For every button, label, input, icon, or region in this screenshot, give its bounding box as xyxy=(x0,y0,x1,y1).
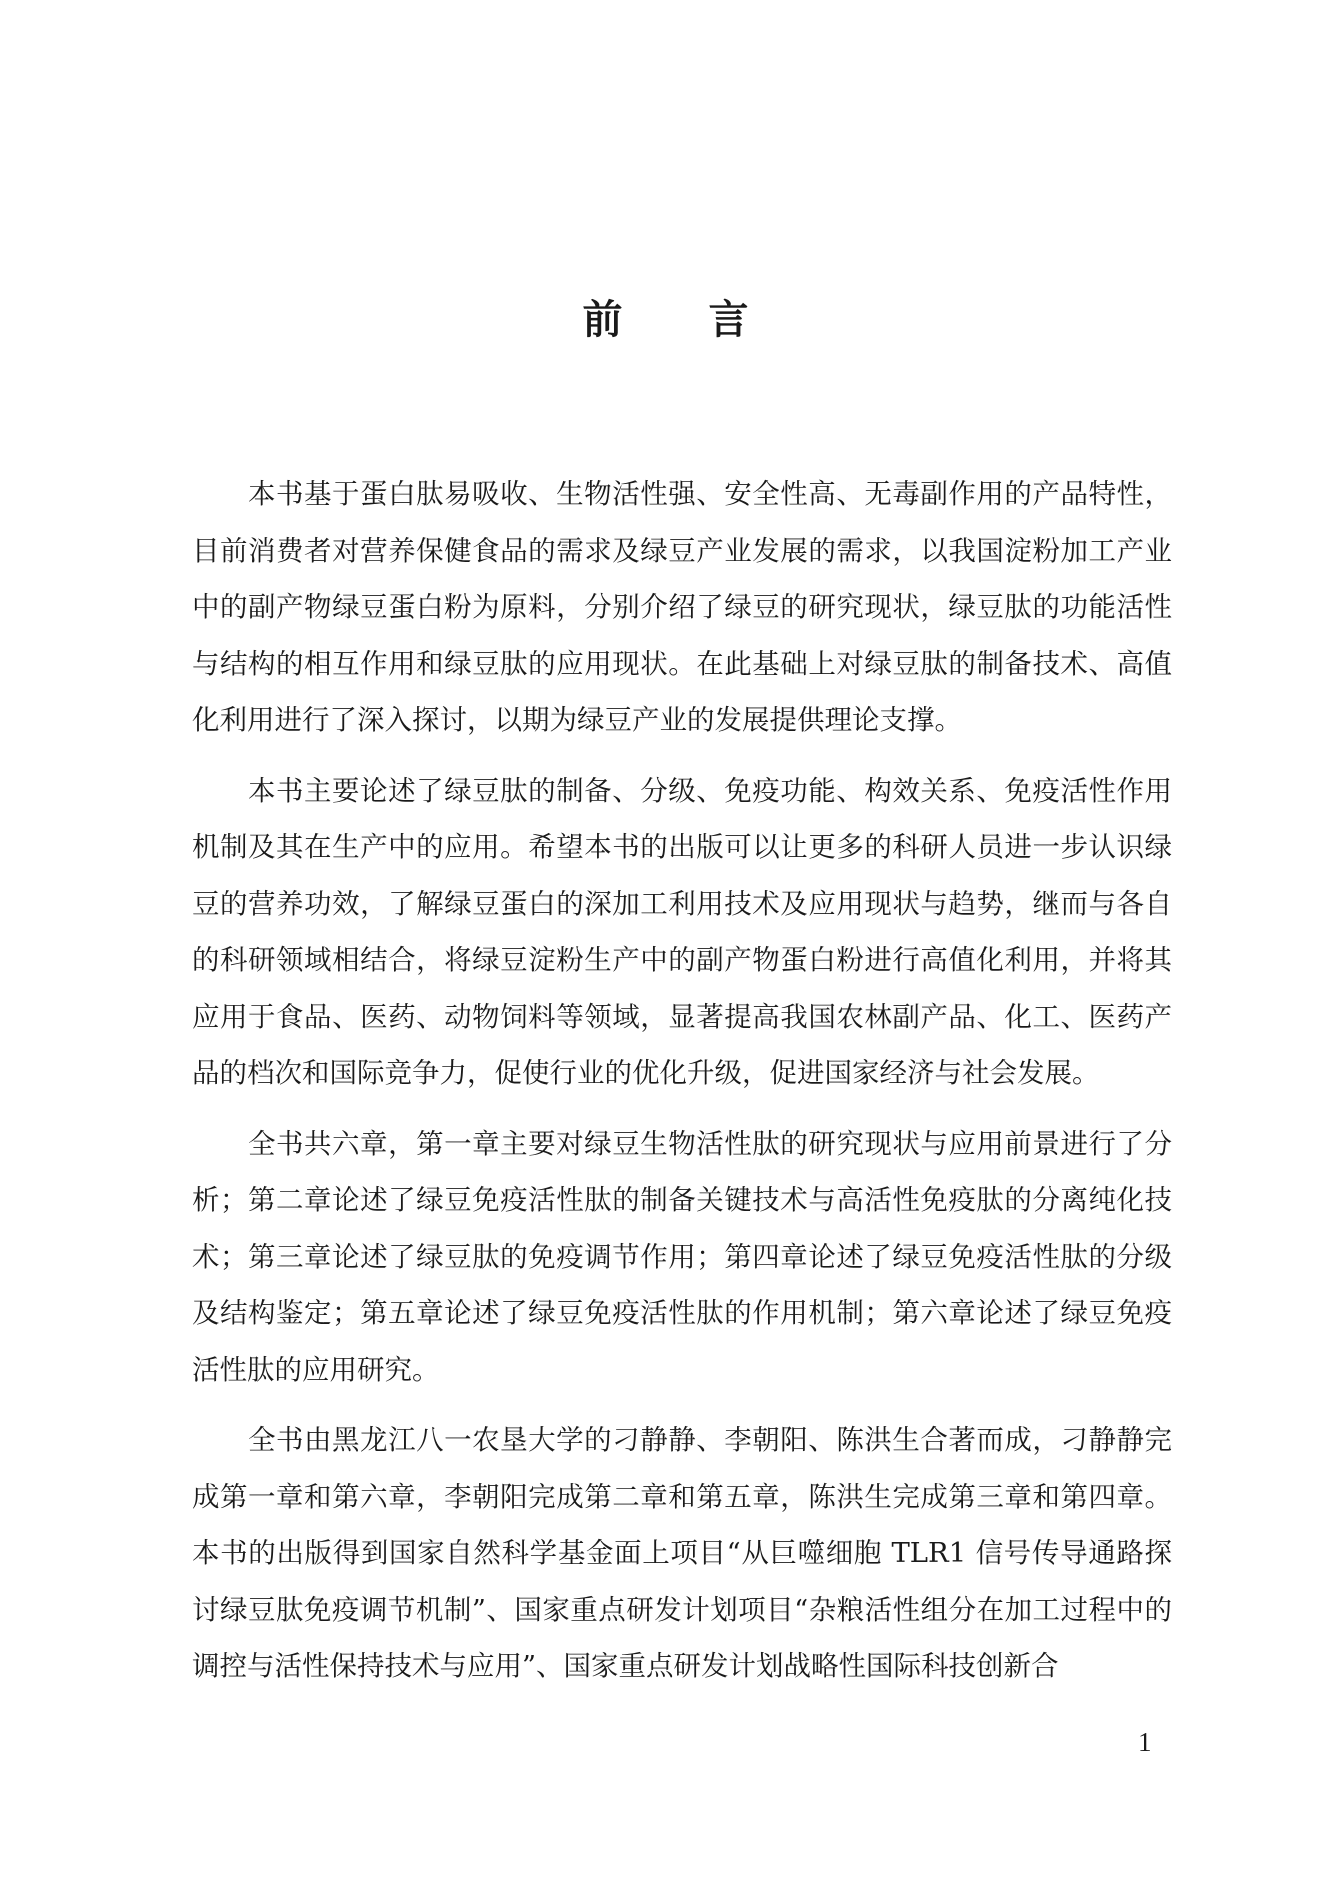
preface-body xyxy=(192,466,1172,1709)
page-title: 前言 xyxy=(582,297,835,343)
paragraph-1: 本书基于蛋白肽易吸收、生物活性强、安全性高、无毒副作用的产品特性，目前消费者对营养保健食品的需求及绿豆产业发展的需求，以我国淀粉加工产业中的副产物绿豆蛋白粉为原料，分别介绍了绿豆的研究现状，绿豆肽的功能活性与结构的相互作用和绿豆肽的应用现状。在此基础上对绿豆肽的制备技术、高值化利用进行了深入探讨，以期为绿豆产业的发展提供理论支撑。 xyxy=(192,478,1172,736)
page-number: 1 xyxy=(1138,1727,1152,1757)
paragraph-4: 全书由黑龙江八一农垦大学的刁静静、李朝阳、陈洪生合著而成，刁静静完成第一章和第六章，李朝阳完成第二章和第五章，陈洪生完成第三章和第四章。本书的出版得到国家自然科学基金面上项目“从巨噬细胞 TLR1 信号传导通路探讨绿豆肽免疫调节机制”、国家重点研发计划项目“杂粮活性组分在加工过程中的调控与活性保持技术与应用”、国家重点研发计划战略性国际科技创新合 xyxy=(192,1424,1172,1682)
paragraph-2: 本书主要论述了绿豆肽的制备、分级、免疫功能、构效关系、免疫活性作用机制及其在生产中的应用。希望本书的出版可以让更多的科研人员进一步认识绿豆的营养功效，了解绿豆蛋白的深加工利用技术及应用现状与趋势，继而与各自的科研领域相结合，将绿豆淀粉生产中的副产物蛋白粉进行高值化利用，并将其应用于食品、医药、动物饲料等领域，显著提高我国农林副产品、化工、医药产品的档次和国际竞争力，促使行业的优化升级，促进国家经济与社会发展。 xyxy=(192,774,1172,1089)
paragraph-3: 全书共六章，第一章主要对绿豆生物活性肽的研究现状与应用前景进行了分析；第二章论述了绿豆免疫活性肽的制备关键技术与高活性免疫肽的分离纯化技术；第三章论述了绿豆肽的免疫调节作用；第四章论述了绿豆免疫活性肽的分级及结构鉴定；第五章论述了绿豆免疫活性肽的作用机制；第六章论述了绿豆免疫活性肽的应用研究。 xyxy=(192,1127,1172,1386)
